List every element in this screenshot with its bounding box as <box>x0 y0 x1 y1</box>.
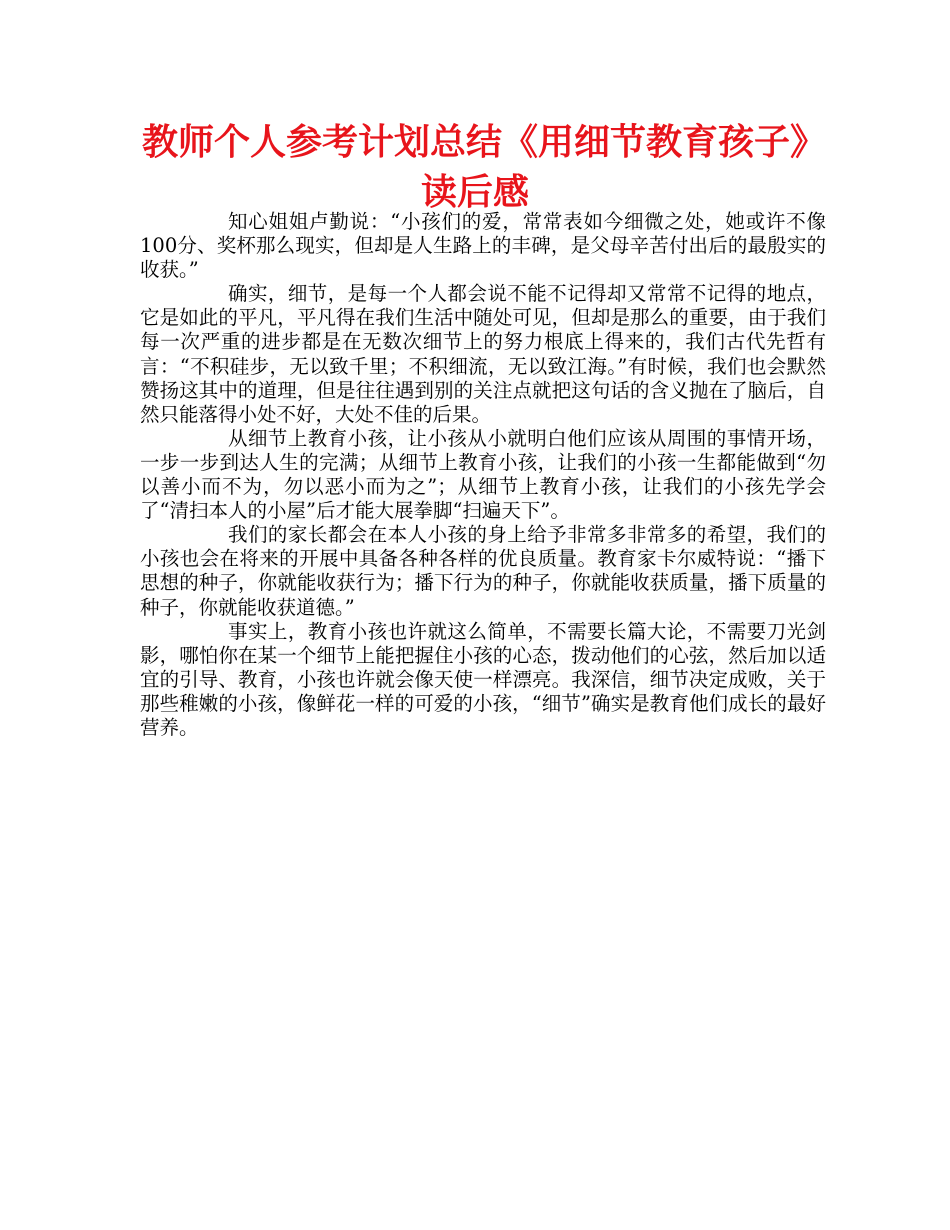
paragraph-1: 知心姐姐卢勤说：“小孩们的爱，常常表如今细微之处，她或许不像100分、奖杯那么现实，但却是人生路上的丰碑，是父母辛苦付出后的最殷实的收获。” <box>140 210 826 282</box>
paragraph-3: 从细节上教育小孩，让小孩从小就明白他们应该从周围的事情开场，一步一步到达人生的完满；从细节上教育小孩，让我们的小孩一生都能做到“勿以善小而不为，勿以恶小而为之”；从细节上教育小孩，让我们的小孩先学会了“清扫本人的小屋”后才能大展拳脚“扫遍天下”。 <box>140 426 826 523</box>
paragraph-4: 我们的家长都会在本人小孩的身上给予非常多非常多的希望，我们的小孩也会在将来的开展中具备各种各样的优良质量。教育家卡尔威特说：“播下思想的种子，你就能收获行为；播下行为的种子，你就能收获质量，播下质量的种子，你就能收获道德。” <box>140 523 826 619</box>
document-title: 教师个人参考计划总结《用细节教育孩子》读后感 <box>141 122 808 213</box>
paragraph-5: 事实上，教育小孩也许就这么简单，不需要长篇大论，不需要刀光剑影，哪怕你在某一个细节上能把握住小孩的心态，拨动他们的心弦，然后加以适宜的引导、教育，小孩也许就会像天使一样漂亮。我深信，细节决定成败，关于那些稚嫩的小孩，像鲜花一样的可爱的小孩，“细节”确实是教育他们成长的最好营养。 <box>140 619 826 739</box>
paragraph-2: 确实，细节，是每一个人都会说不能不记得却又常常不记得的地点，它是如此的平凡，平凡得在我们生活中随处可见，但却是那么的重要，由于我们每一次严重的进步都是在无数次细节上的努力根底上得来的，我们古代先哲有言：“不积硅步，无以致千里；不积细流，无以致江海。”有时候，我们也会默然赞扬这其中的道理，但是往往遇到别的关注点就把这句话的含义抛在了脑后，自然只能落得小处不好，大处不佳的后果。 <box>140 282 826 426</box>
document-body <box>140 210 826 740</box>
